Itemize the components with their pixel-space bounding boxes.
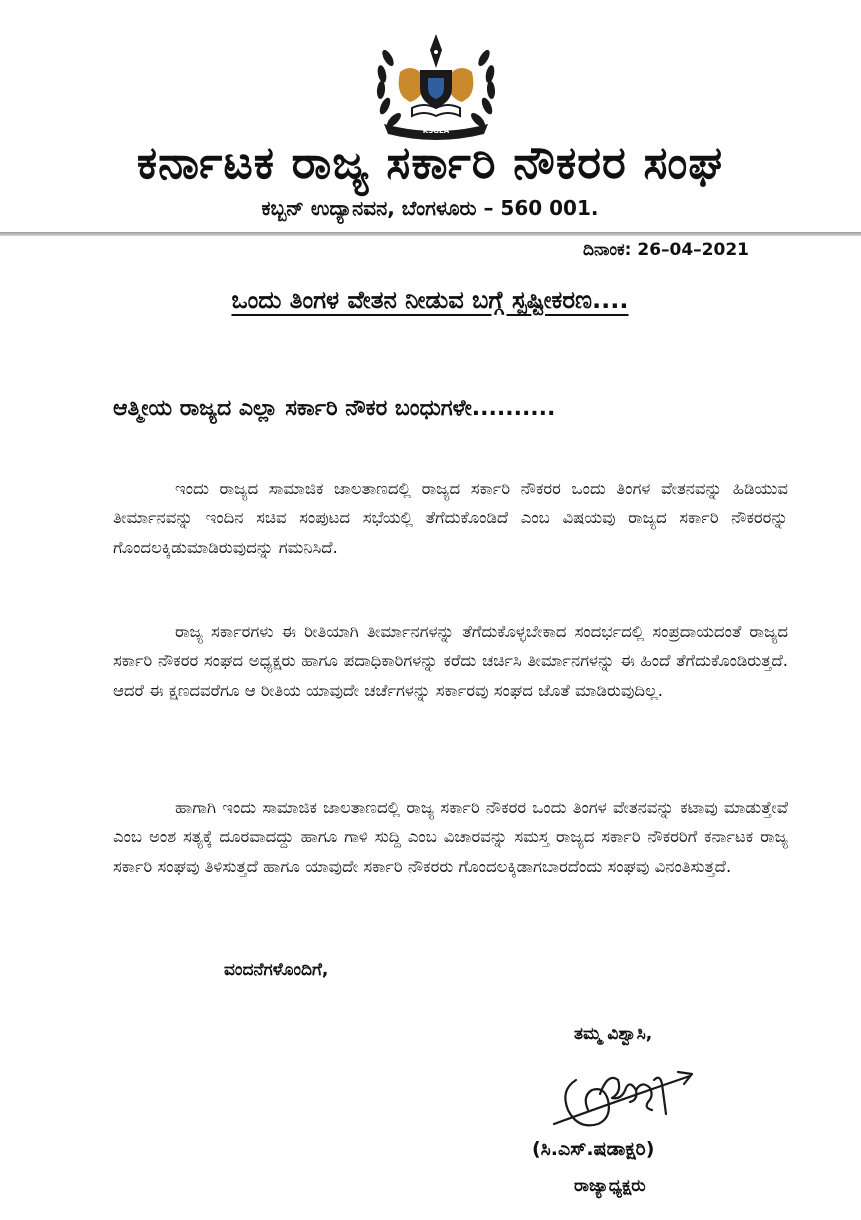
logo-text: KSGEA — [422, 127, 450, 135]
letter-date: ದಿನಾಂಕ: 26–04–2021 — [583, 240, 749, 260]
signer-name: (ಸಿ.ಎಸ್.ಷಡಾಕ್ಷರಿ) — [532, 1138, 655, 1160]
letter-closing: ವಂದನೆಗಳೊಂದಿಗೆ, — [224, 960, 329, 980]
body-paragraph-1: ಇಂದು ರಾಜ್ಯದ ಸಾಮಾಜಿಕ ಜಾಲತಾಣದಲ್ಲಿ ರಾಜ್ಯದ ಸರ್ಕಾರಿ ನೌಕರರ ಒಂದು ತಿಂಗಳ ವೇತನವನ್ನು ಹಿಡಿಯುವ ತೀರ್ಮಾನವನ್ನು ಇಂದಿನ ಸಚಿವ ಸಂಪುಟದ ಸಭೆಯಲ್ಲಿ ತೆಗೆದುಕೊಂಡಿದೆ ಎಂಬ ವಿಷಯವು ರಾಜ್ಯದ ಸರ್ಕಾರಿ ನೌಕರರನ್ನು ಗೊಂದಲಕ್ಕಿಡುಮಾಡಿರುವುದನ್ನು ಗಮನಿಸಿದೆ. — [113, 478, 788, 557]
organization-address: ಕಬ್ಬನ್ ಉದ್ಯಾನವನ, ಬೆಂಗಳೂರು – 560 001. — [261, 196, 599, 220]
letter-salutation: ಆತ್ಮೀಯ ರಾಜ್ಯದ ಎಲ್ಲಾ ಸರ್ಕಾರಿ ನೌಕರ ಬಂಧುಗಳೇ.......... — [113, 396, 556, 421]
letter-subject: ಒಂದು ತಿಂಗಳ ವೇತನ ನೀಡುವ ಬಗ್ಗೆ ಸ್ಪಷ್ಟೀಕರಣ.... — [231, 286, 629, 314]
body-paragraph-2: ರಾಜ್ಯ ಸರ್ಕಾರಗಳು ಈ ರೀತಿಯಾಗಿ ತೀರ್ಮಾನಗಳನ್ನು ತೆಗೆದುಕೊಳ್ಳಬೇಕಾದ ಸಂದರ್ಭದಲ್ಲಿ ಸಂಪ್ರದಾಯದಂತೆ ರಾಜ್ಯದ ಸರ್ಕಾರಿ ನೌಕರರ ಸಂಘದ ಅಧ್ಯಕ್ಷರು ಹಾಗೂ ಪದಾಧಿಕಾರಿಗಳನ್ನು ಕರೆದು ಚರ್ಚಿಸಿ ತೀರ್ಮಾನಗಳನ್ನು ಈ ಹಿಂದೆ ತೆಗೆದುಕೊಂಡಿರುತ್ತದೆ. ಆದರೆ ಈ ಕ್ಷಣದವರೆಗೂ ಆ ರೀತಿಯ ಯಾವುದೇ ಚರ್ಚೆಗಳನ್ನು ಸರ್ಕಾರವು ಸಂಘದ ಜೊತೆ ಮಾಡಿರುವುದಿಲ್ಲ. — [113, 621, 788, 700]
kscea-emblem-icon — [370, 28, 502, 140]
handwritten-signature-icon — [548, 1050, 698, 1140]
yours-faithfully: ತಮ್ಮ ವಿಶ್ವಾಸಿ, — [574, 1024, 653, 1044]
letterhead-divider — [0, 232, 861, 236]
signer-designation: ರಾಜ್ಯಾಧ್ಯಕ್ಷರು — [574, 1176, 646, 1196]
organization-name: ಕರ್ನಾಟಕ ರಾಜ್ಯ ಸರ್ಕಾರಿ ನೌಕರರ ಸಂಘ — [136, 136, 724, 189]
body-paragraph-3: ಹಾಗಾಗಿ ಇಂದು ಸಾಮಾಜಿಕ ಜಾಲತಾಣದಲ್ಲಿ ರಾಜ್ಯ ಸರ್ಕಾರಿ ನೌಕರರ ಒಂದು ತಿಂಗಳ ವೇತನವನ್ನು ಕಟಾವು ಮಾಡುತ್ತೇವೆ ಎಂಬ ಅಂಶ ಸತ್ಯಕ್ಕೆ ದೂರವಾದದ್ದು ಹಾಗೂ ಗಾಳಿ ಸುದ್ದಿ ಎಂಬ ವಿಚಾರವನ್ನು ಸಮಸ್ತ ರಾಜ್ಯದ ಸರ್ಕಾರಿ ನೌಕರರಿಗೆ ಕರ್ನಾಟಕ ರಾಜ್ಯ ಸರ್ಕಾರಿ ಸಂಘವು ತಿಳಿಸುತ್ತದೆ ಹಾಗೂ ಯಾವುದೇ ಸರ್ಕಾರಿ ನೌಕರರು ಗೊಂದಲಕ್ಕಿಡಾಗಬಾರದೆಂದು ಸಂಘವು ವಿನಂತಿಸುತ್ತದೆ. — [113, 797, 788, 876]
